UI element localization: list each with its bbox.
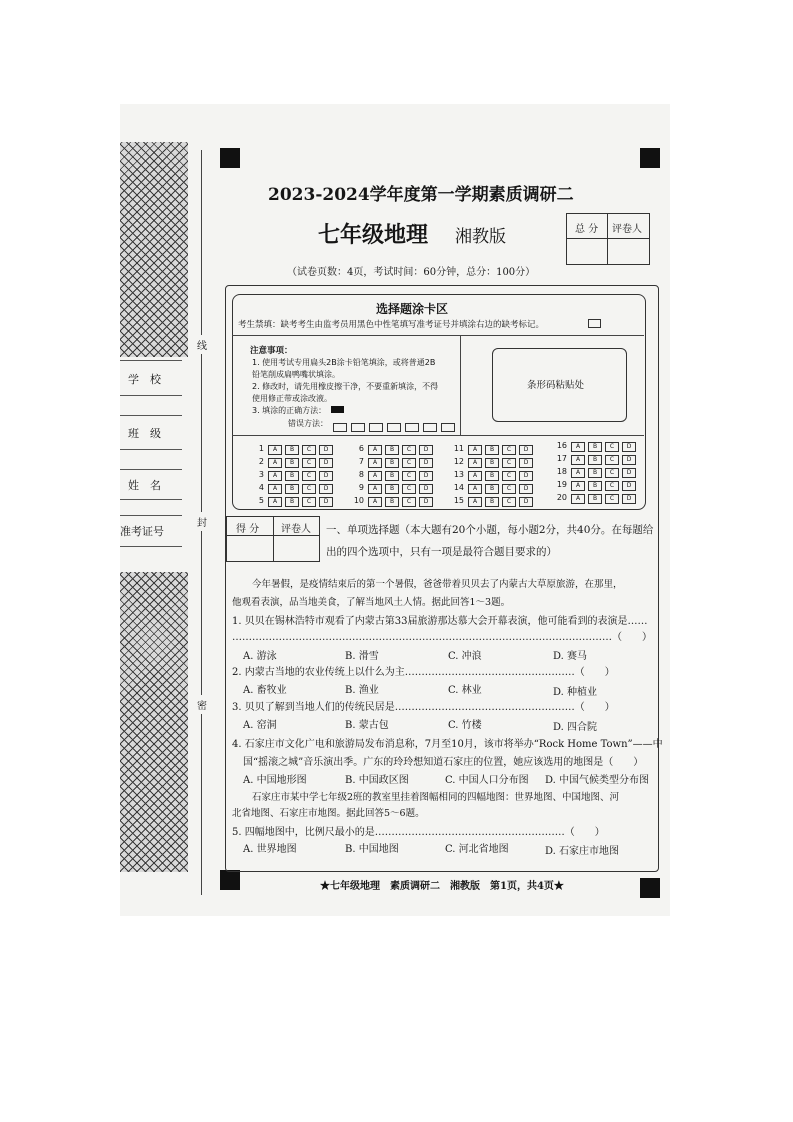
question-5-option-b[interactable]: B. 中国地图 [345, 844, 399, 855]
bubble-b[interactable]: B [285, 484, 299, 494]
bubble-c[interactable]: C [502, 484, 516, 494]
bubble-a[interactable]: A [571, 442, 585, 452]
answer-row-3[interactable] [252, 470, 336, 481]
bubble-a[interactable]: A [368, 471, 382, 481]
bubble-a[interactable]: A [468, 497, 482, 507]
notes-line-2: 铅笔削成扁鸭嘴状填涂。 [252, 370, 340, 379]
class-blank[interactable] [120, 449, 182, 470]
bubble-b[interactable]: B [588, 455, 602, 465]
question-3-stem[interactable]: 3. 贝贝了解到当地人们的传统民居是………………………………………………（ ） [232, 702, 615, 713]
bubble-d[interactable]: D [419, 445, 433, 455]
question-number: 11 [453, 444, 464, 453]
corner-marker-bottom-left [220, 870, 240, 890]
bubble-d[interactable]: D [519, 471, 533, 481]
school-label: 学 校 [128, 373, 161, 386]
bubble-b[interactable]: B [485, 445, 499, 455]
answer-row-11[interactable] [452, 444, 536, 455]
answer-row-8[interactable] [352, 470, 436, 481]
bubble-c[interactable]: C [605, 455, 619, 465]
bubble-b[interactable]: B [485, 497, 499, 507]
bubble-c[interactable]: C [605, 481, 619, 491]
bubble-d[interactable]: D [419, 458, 433, 468]
answer-row-2[interactable] [252, 457, 336, 468]
bubble-c[interactable]: C [402, 484, 416, 494]
wrong-sample-line [405, 423, 419, 432]
notes-line-5: 3. 填涂的正确方法： [252, 406, 327, 415]
bubble-b[interactable]: B [588, 494, 602, 504]
answer-row-14[interactable] [452, 483, 536, 494]
answer-row-9[interactable] [352, 483, 436, 494]
bubble-b[interactable]: B [285, 471, 299, 481]
question-5-option-a[interactable]: A. 世界地图 [243, 844, 297, 855]
passage-1-line-1: 今年暑假，是疫情结束后的第一个暑假，爸爸带着贝贝去了内蒙古大草原旅游，在那里， [252, 579, 623, 590]
answer-row-12[interactable] [452, 457, 536, 468]
score-box-hline [566, 238, 650, 239]
bubble-a[interactable]: A [268, 471, 282, 481]
bubble-d[interactable]: D [319, 445, 333, 455]
bubble-d[interactable]: D [419, 484, 433, 494]
section-score-label: 得 分 [236, 524, 260, 535]
answer-row-10[interactable] [352, 496, 436, 507]
question-number: 19 [556, 480, 567, 489]
notes-title: 注意事项： [250, 346, 293, 356]
bubble-a[interactable]: A [468, 445, 482, 455]
notes-line-1: 1. 使用考试专用扁头2B涂卡铅笔填涂，或将普通2B [252, 358, 436, 367]
bubble-d[interactable]: D [519, 484, 533, 494]
bubble-a[interactable]: A [468, 458, 482, 468]
question-number: 13 [453, 470, 464, 479]
bubble-c[interactable]: C [502, 445, 516, 455]
answer-card-warning: 考生禁填：缺考考生由监考员用黑色中性笔填写准考证号并填涂右边的缺考标记。 [238, 320, 545, 330]
bubble-c[interactable]: C [302, 458, 316, 468]
notes-line-3: 2. 修改时，请先用橡皮擦干净，不要重新填涂，不得 [252, 382, 439, 391]
passage-1-line-2: 他观看表演，品当地美食，了解当地风土人情。据此回答1～3题。 [232, 597, 511, 608]
bubble-c[interactable]: C [502, 458, 516, 468]
bubble-b[interactable]: B [385, 484, 399, 494]
question-number: 8 [358, 470, 364, 479]
exam-no-row[interactable] [120, 515, 182, 545]
bubble-a[interactable]: A [268, 484, 282, 494]
bubble-c[interactable]: C [402, 471, 416, 481]
question-number: 2 [258, 457, 264, 466]
bubble-b[interactable]: B [285, 445, 299, 455]
question-number: 9 [358, 483, 364, 492]
grader-label: 评卷人 [612, 224, 642, 235]
question-number: 4 [258, 483, 264, 492]
score-box-vline [607, 213, 608, 265]
binding-hatch-bottom [120, 572, 188, 872]
bubble-c[interactable]: C [502, 471, 516, 481]
answer-row-16[interactable] [555, 441, 639, 452]
bubble-a[interactable]: A [571, 455, 585, 465]
question-3-option-a[interactable]: A. 窑洞 [243, 720, 277, 731]
answer-row-13[interactable] [452, 470, 536, 481]
passage-2-line-2: 北省地图、石家庄市地图。据此回答5～6题。 [232, 808, 425, 819]
question-4-option-b[interactable]: B. 中国政区图 [345, 775, 409, 786]
question-1-stem-2[interactable]: ……………………………………………………………………………………………………（ ） [232, 632, 652, 643]
answer-row-6[interactable] [352, 444, 436, 455]
wrong-method-label: 错误方法： [288, 419, 328, 428]
corner-marker-top-right [640, 148, 660, 168]
question-1-option-b[interactable]: B. 滑雪 [345, 651, 379, 662]
exam-title: 2023-2024学年度第一学期素质调研二 [268, 185, 574, 205]
bubble-d[interactable]: D [622, 468, 636, 478]
absent-mark-box[interactable] [588, 319, 601, 328]
question-2-option-d[interactable]: D. 种植业 [553, 687, 598, 698]
bubble-a[interactable]: A [571, 494, 585, 504]
wrong-sample-cross [369, 423, 383, 432]
bubble-d[interactable]: D [622, 442, 636, 452]
question-number: 7 [358, 457, 364, 466]
correct-fill-sample [331, 406, 344, 413]
class-row[interactable] [120, 415, 182, 450]
section-score-field[interactable] [228, 537, 272, 559]
school-blank[interactable] [120, 395, 182, 416]
class-label: 班 级 [128, 427, 161, 440]
bubble-c[interactable]: C [302, 497, 316, 507]
answer-row-19[interactable] [555, 480, 639, 491]
bubble-b[interactable]: B [285, 497, 299, 507]
bubble-d[interactable]: D [419, 471, 433, 481]
wrong-sample-check [333, 423, 347, 432]
question-1-option-c[interactable]: C. 冲浪 [448, 651, 482, 662]
question-number: 10 [353, 496, 364, 505]
answer-row-7[interactable] [352, 457, 436, 468]
answer-row-20[interactable] [555, 493, 639, 504]
bubble-c[interactable]: C [502, 497, 516, 507]
bubble-a[interactable]: A [468, 484, 482, 494]
bubble-b[interactable]: B [485, 471, 499, 481]
answer-row-15[interactable] [452, 496, 536, 507]
bubble-c[interactable]: C [605, 494, 619, 504]
answer-row-17[interactable] [555, 454, 639, 465]
bubble-a[interactable]: A [571, 481, 585, 491]
bubble-c[interactable]: C [402, 458, 416, 468]
bubble-a[interactable]: A [268, 497, 282, 507]
card-divider-1 [232, 335, 644, 336]
question-5-option-c[interactable]: C. 河北省地图 [445, 844, 509, 855]
bubble-d[interactable]: D [519, 497, 533, 507]
question-4-option-c[interactable]: C. 中国人口分布图 [445, 775, 529, 786]
bubble-b[interactable]: B [385, 458, 399, 468]
bubble-b[interactable]: B [588, 481, 602, 491]
question-5-option-d[interactable]: D. 石家庄市地图 [545, 846, 620, 857]
question-1-option-d[interactable]: D. 赛马 [553, 651, 588, 662]
answer-row-1[interactable] [252, 444, 336, 455]
bubble-d[interactable]: D [319, 484, 333, 494]
bubble-d[interactable]: D [622, 455, 636, 465]
wrong-method-samples [333, 417, 459, 436]
wrong-sample-dot [351, 423, 365, 432]
bubble-d[interactable]: D [622, 494, 636, 504]
bubble-c[interactable]: C [605, 442, 619, 452]
subject-title: 七年级地理 [318, 222, 429, 248]
bubble-c[interactable]: C [302, 484, 316, 494]
barcode-label: 条形码粘贴处 [527, 380, 585, 391]
question-number: 18 [556, 467, 567, 476]
passage-2-line-1: 石家庄市某中学七年级2班的教室里挂着图幅相同的四幅地图：世界地图、中国地图、河 [252, 792, 620, 803]
question-number: 1 [258, 444, 264, 453]
bubble-b[interactable]: B [285, 458, 299, 468]
question-number: 3 [258, 470, 264, 479]
bubble-d[interactable]: D [419, 497, 433, 507]
question-number: 5 [258, 496, 264, 505]
bubble-a[interactable]: A [368, 458, 382, 468]
question-2-stem[interactable]: 2. 内蒙古当地的农业传统上以什么为主……………………………………………（ ） [232, 667, 615, 678]
notes-line-4: 使用修正带或涂改液。 [252, 394, 332, 403]
question-4-stem: 4. 石家庄市文化广电和旅游局发布消息称，7月至10月，该市将举办“Rock Home Town”——中 [232, 739, 663, 750]
question-number: 15 [453, 496, 464, 505]
total-score-field[interactable] [568, 240, 606, 262]
section-grader-field[interactable] [275, 537, 319, 559]
bubble-d[interactable]: D [519, 458, 533, 468]
question-5-stem[interactable]: 5. 四幅地图中，比例尺最小的是…………………………………………………（ ） [232, 827, 605, 838]
section-score-vline [273, 516, 274, 562]
bubble-a[interactable]: A [268, 445, 282, 455]
answer-row-18[interactable] [555, 467, 639, 478]
school-row[interactable] [120, 361, 182, 396]
bubble-c[interactable]: C [402, 445, 416, 455]
bubble-c[interactable]: C [302, 471, 316, 481]
question-number: 12 [453, 457, 464, 466]
bubble-a[interactable]: A [368, 497, 382, 507]
question-3-option-b[interactable]: B. 蒙古包 [345, 720, 389, 731]
corner-marker-top-left [220, 148, 240, 168]
exam-info: （试卷页数：4页，考试时间：60分钟，总分：100分） [287, 267, 536, 278]
question-1-stem: 1. 贝贝在锡林浩特市观看了内蒙古第33届旅游那达慕大会开幕表演，他可能看到的表演是…… [232, 616, 648, 627]
section-grader-label: 评卷人 [281, 524, 311, 535]
question-number: 17 [556, 454, 567, 463]
card-divider-v [460, 335, 461, 435]
bubble-a[interactable]: A [268, 458, 282, 468]
name-blank[interactable] [120, 499, 182, 516]
answer-card-title: 选择题涂卡区 [376, 302, 449, 316]
bubble-b[interactable]: B [588, 442, 602, 452]
secret-mark: 密 [197, 695, 207, 714]
question-4-option-a[interactable]: A. 中国地形图 [243, 775, 307, 786]
exam-no-label: 准考证号 [120, 525, 164, 538]
wrong-sample-half [387, 423, 401, 432]
bubble-b[interactable]: B [485, 484, 499, 494]
bubble-c[interactable]: C [402, 497, 416, 507]
bubble-d[interactable]: D [622, 481, 636, 491]
line-mark: 线 [197, 335, 207, 354]
answer-row-5[interactable] [252, 496, 336, 507]
question-1-option-a[interactable]: A. 游泳 [243, 651, 277, 662]
wrong-sample-bar [423, 423, 437, 432]
bubble-b[interactable]: B [588, 468, 602, 478]
bubble-d[interactable]: D [319, 458, 333, 468]
question-3-option-c[interactable]: C. 竹楼 [448, 720, 482, 731]
bubble-a[interactable]: A [368, 484, 382, 494]
grader-field[interactable] [609, 240, 647, 262]
question-2-option-c[interactable]: C. 林业 [448, 685, 482, 696]
question-4-stem-2[interactable]: 国“摇滚之城”音乐演出季。广东的玲玲想知道石家庄的位置，她应该选用的地图是（ ） [243, 757, 644, 768]
question-number: 16 [556, 441, 567, 450]
bubble-a[interactable]: A [368, 445, 382, 455]
bubble-b[interactable]: B [485, 458, 499, 468]
question-2-option-a[interactable]: A. 畜牧业 [243, 685, 287, 696]
seal-mark: 封 [197, 512, 207, 531]
question-number: 6 [358, 444, 364, 453]
section-heading-2: 出的四个选项中，只有一项是最符合题目要求的） [326, 546, 557, 558]
edition-label: 湘教版 [455, 227, 506, 247]
student-info-block [120, 360, 182, 547]
bubble-d[interactable]: D [319, 497, 333, 507]
bubble-c[interactable]: C [605, 468, 619, 478]
question-number: 14 [453, 483, 464, 492]
bubble-c[interactable]: C [302, 445, 316, 455]
bubble-a[interactable]: A [468, 471, 482, 481]
question-number: 20 [556, 493, 567, 502]
answer-row-4[interactable] [252, 483, 336, 494]
section-heading: 一、单项选择题（本大题有20个小题，每小题2分，共40分。在每题给 [326, 524, 654, 536]
bubble-d[interactable]: D [519, 445, 533, 455]
bubble-b[interactable]: B [385, 497, 399, 507]
question-3-option-d[interactable]: D. 四合院 [553, 722, 598, 733]
corner-marker-bottom-right [640, 878, 660, 898]
bubble-a[interactable]: A [571, 468, 585, 478]
question-4-option-d[interactable]: D. 中国气候类型分布图 [545, 775, 650, 786]
page-footer: ★七年级地理 素质调研二 湘教版 第1页，共4页★ [320, 881, 564, 892]
question-2-option-b[interactable]: B. 渔业 [345, 685, 379, 696]
name-row[interactable] [120, 469, 182, 500]
name-label: 姓 名 [128, 479, 161, 492]
bubble-b[interactable]: B [385, 471, 399, 481]
wrong-sample-slash [441, 423, 455, 432]
binding-hatch-top [120, 142, 188, 357]
bubble-d[interactable]: D [319, 471, 333, 481]
total-score-label: 总 分 [575, 224, 599, 235]
bubble-b[interactable]: B [385, 445, 399, 455]
